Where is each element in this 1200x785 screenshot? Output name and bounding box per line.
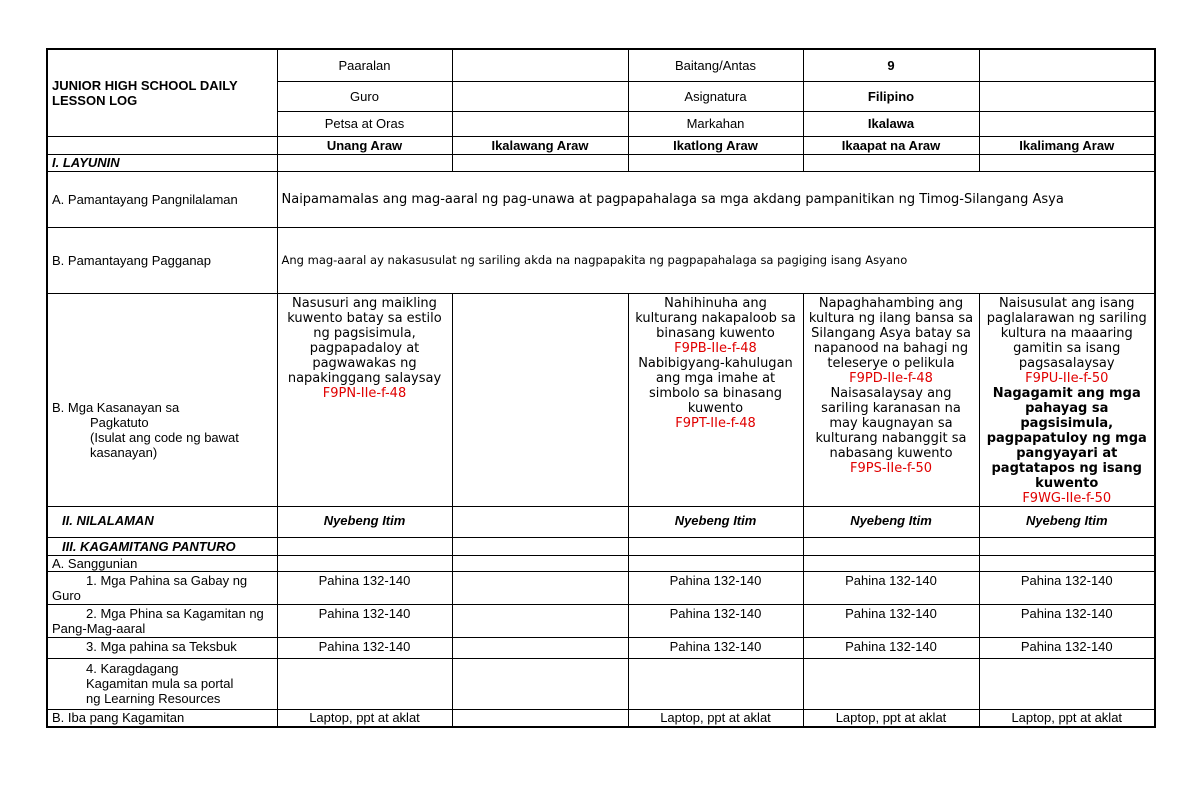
day-header-3: Ikatlong Araw — [628, 136, 803, 154]
teksbuk-day-3: Pahina 132-140 — [628, 637, 803, 658]
baitang-label: Baitang/Antas — [628, 49, 803, 81]
petsa-value — [452, 111, 628, 136]
skill-day-3: Nahihinuha ang kulturang nakapaloob sa binasang kuwento F9PB-IIe-f-48 Nabibigyang-kahulugan ang mga imahe at simbolo sa binasang kuwento F9PT-IIe-f-48 — [628, 293, 803, 506]
asignatura-label: Asignatura — [628, 81, 803, 111]
gabay-guro-day-3: Pahina 132-140 — [628, 571, 803, 604]
kagamitan-mag-aaral-day-3: Pahina 132-140 — [628, 604, 803, 637]
section-layunin: I. LAYUNIN — [47, 154, 277, 171]
iba-pang-kagamitan-day-3: Laptop, ppt at aklat — [628, 709, 803, 727]
gabay-guro-day-5: Pahina 132-140 — [979, 571, 1155, 604]
kagamitan-mag-aaral-day-2 — [452, 604, 628, 637]
gabay-guro-day-2 — [452, 571, 628, 604]
petsa-label: Petsa at Oras — [277, 111, 452, 136]
days-header-blank — [47, 136, 277, 154]
skill-day-4: Napaghahambing ang kultura ng ilang bansa sa Silangang Asya batay sa napanood na bahagi ng teleserye o pelikula F9PD-IIe-f-48 Naisasalaysay ang sariling karanasan na may kaugnayan sa kulturang nabanggit sa nabasang kuwento F9PS-IIe-f-50 — [803, 293, 979, 506]
teksbuk-day-2 — [452, 637, 628, 658]
kagamitan-mag-aaral-label: 2. Mga Phina sa Kagamitan ng Pang-Mag-aaral — [47, 604, 277, 637]
skill-code: F9PB-IIe-f-48 — [674, 340, 757, 356]
gabay-guro-day-4: Pahina 132-140 — [803, 571, 979, 604]
teksbuk-day-5: Pahina 132-140 — [979, 637, 1155, 658]
document-title: JUNIOR HIGH SCHOOL DAILY LESSON LOG — [47, 49, 277, 136]
karagdagang-day-5 — [979, 658, 1155, 709]
skill-code: F9PD-IIe-f-48 — [849, 370, 933, 386]
kagamitan-mag-aaral-day-5: Pahina 132-140 — [979, 604, 1155, 637]
skill-code: F9PS-IIe-f-50 — [850, 460, 932, 476]
skill-day-5: Naisusulat ang isang paglalarawan ng sariling kultura na maaaring gamitin sa isang pagsasalaysay F9PU-IIe-f-50 Nagagamit ang mga pahayag sa pagsisimula, pagpapatuloy ng mga pangyayari at pagtatapos ng isang kuwento F9WG-IIe-f-50 — [979, 293, 1155, 506]
karagdagang-kagamitan-label: 4. Karagdagang Kagamitan mula sa portal ng Learning Resources — [47, 658, 277, 709]
skill-day-2 — [452, 293, 628, 506]
nilalaman-day-2 — [452, 506, 628, 537]
karagdagang-day-4 — [803, 658, 979, 709]
teksbuk-day-1: Pahina 132-140 — [277, 637, 452, 658]
pamantayang-pangnilalaman-value: Naipamamalas ang mag-aaral ng pag-unawa at pagpapahalaga sa mga akdang pampanitikan ng Timog-Silangang Asya — [277, 171, 1155, 227]
gabay-guro-label: 1. Mga Pahina sa Gabay ng Guro — [47, 571, 277, 604]
karagdagang-day-1 — [277, 658, 452, 709]
iba-pang-kagamitan-day-1: Laptop, ppt at aklat — [277, 709, 452, 727]
kagamitan-mag-aaral-day-1: Pahina 132-140 — [277, 604, 452, 637]
section-kagamitang-panturo: III. KAGAMITANG PANTURO — [47, 537, 277, 555]
skill-code: F9WG-IIe-f-50 — [1022, 490, 1112, 506]
skill-code: F9PU-IIe-f-50 — [1025, 370, 1109, 386]
pamantayang-pangnilalaman-label: A. Pamantayang Pangnilalaman — [47, 171, 277, 227]
baitang-value: 9 — [803, 49, 979, 81]
header-blank-cell — [979, 49, 1155, 81]
paaralan-label: Paaralan — [277, 49, 452, 81]
skill-code: F9PN-IIe-f-48 — [322, 385, 407, 401]
iba-pang-kagamitan-day-2 — [452, 709, 628, 727]
daily-lesson-log-table — [46, 48, 1156, 728]
iba-pang-kagamitan-day-5: Laptop, ppt at aklat — [979, 709, 1155, 727]
gabay-guro-day-1: Pahina 132-140 — [277, 571, 452, 604]
nilalaman-day-5: Nyebeng Itim — [979, 506, 1155, 537]
guro-label: Guro — [277, 81, 452, 111]
day-header-1: Unang Araw — [277, 136, 452, 154]
skill-code: F9PT-IIe-f-48 — [675, 415, 756, 431]
markahan-label: Markahan — [628, 111, 803, 136]
nilalaman-day-1: Nyebeng Itim — [277, 506, 452, 537]
sanggunian-label: A. Sanggunian — [47, 555, 277, 571]
day-header-2: Ikalawang Araw — [452, 136, 628, 154]
skill-day-1: Nasusuri ang maikling kuwento batay sa estilo ng pagsisimula, pagpapadaloy at pagwawakas ng napakinggang salaysay F9PN-IIe-f-48 — [277, 293, 452, 506]
pamantayang-pagganap-value: Ang mag-aaral ay nakasusulat ng sariling akda na nagpapakita ng pagpapahalaga sa pagiging isang Asyano — [277, 227, 1155, 293]
guro-value — [452, 81, 628, 111]
paaralan-value — [452, 49, 628, 81]
section-nilalaman: II. NILALAMAN — [47, 506, 277, 537]
teksbuk-day-4: Pahina 132-140 — [803, 637, 979, 658]
header-blank-cell — [979, 111, 1155, 136]
day-header-4: Ikaapat na Araw — [803, 136, 979, 154]
iba-pang-kagamitan-label: B. Iba pang Kagamitan — [47, 709, 277, 727]
day-header-5: Ikalimang Araw — [979, 136, 1155, 154]
nilalaman-day-3: Nyebeng Itim — [628, 506, 803, 537]
header-blank-cell — [979, 81, 1155, 111]
kasanayan-label: B. Mga Kasanayan sa Pagkatuto (Isulat ang code ng bawat kasanayan) — [47, 293, 277, 506]
asignatura-value: Filipino — [803, 81, 979, 111]
pamantayang-pagganap-label: B. Pamantayang Pagganap — [47, 227, 277, 293]
teksbuk-label: 3. Mga pahina sa Teksbuk — [47, 637, 277, 658]
markahan-value: Ikalawa — [803, 111, 979, 136]
nilalaman-day-4: Nyebeng Itim — [803, 506, 979, 537]
karagdagang-day-2 — [452, 658, 628, 709]
iba-pang-kagamitan-day-4: Laptop, ppt at aklat — [803, 709, 979, 727]
karagdagang-day-3 — [628, 658, 803, 709]
kagamitan-mag-aaral-day-4: Pahina 132-140 — [803, 604, 979, 637]
